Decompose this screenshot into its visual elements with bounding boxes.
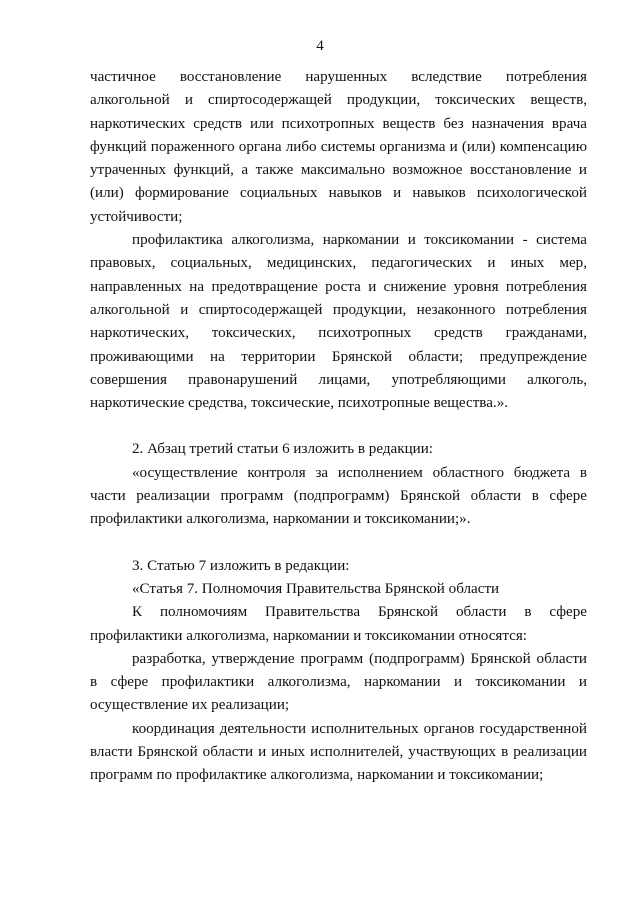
document-body <box>90 66 587 788</box>
paragraph: профилактика алкоголизма, наркомании и токсикомании - система правовых, социальных, медицинских, педагогических и иных мер, направленных на предотвращение роста и снижение уровня потребления алкогольной и спиртосодержащей продукции, незаконного потребления наркотических, токсических, психотропных средств гражданами, проживающими на территории Брянской области; предупреждение совершения правонарушений лицами, употребляющими алкоголь, наркотические средства, токсические, психотропные вещества.». <box>90 232 587 412</box>
paragraph: координация деятельности исполнительных органов государственной власти Брянской области и иных исполнителей, участвующих в реализации программ по профилактике алкоголизма, наркомании и токсикомании; <box>90 720 587 784</box>
paragraph: частичное восстановление нарушенных вследствие потребления алкогольной и спиртосодержащей продукции, токсических веществ, наркотических средств или психотропных веществ без назначения врача функций пораженного органа либо системы организма и (или) компенсацию утраченных функций, а также максимально возможное восстановление и (или) формирование социальных навыков и навыков психологической устойчивости; <box>90 69 587 225</box>
paragraph-spacer <box>90 532 587 555</box>
paragraph: «осуществление контроля за исполнением областного бюджета в части реализации программ (подпрограмм) Брянской области в сфере профилактики алкоголизма, наркомании и токсикомании;». <box>90 464 587 528</box>
paragraph: «Статья 7. Полномочия Правительства Брянской области <box>132 580 500 597</box>
page-number: 4 <box>316 38 324 54</box>
paragraph: 2. Абзац третий статьи 6 изложить в редакции: <box>132 441 433 458</box>
paragraph: К полномочиям Правительства Брянской области в сфере профилактики алкоголизма, наркомании и токсикомании относятся: <box>90 604 587 644</box>
paragraph: 3. Статью 7 изложить в редакции: <box>132 557 350 574</box>
paragraph-spacer <box>90 415 587 438</box>
paragraph: разработка, утверждение программ (подпрограмм) Брянской области в сфере профилактики алкоголизма, наркомании и токсикомании и осуществление их реализации; <box>90 650 587 714</box>
